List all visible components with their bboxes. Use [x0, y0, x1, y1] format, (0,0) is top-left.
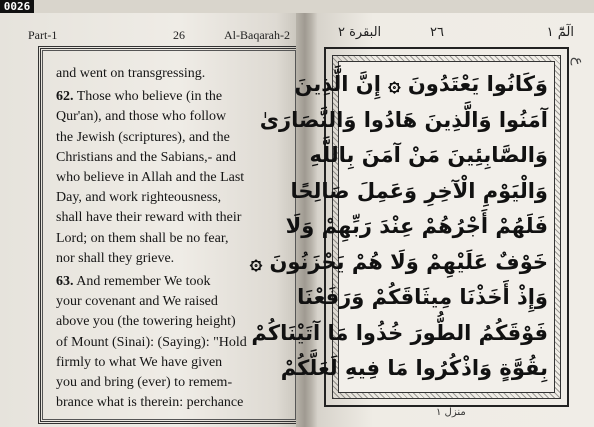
translation-line	[56, 229, 282, 249]
arabic-line: وَكَانُوا يَعْتَدُونَ ۞ إِنَّ الَّذِينَ	[294, 72, 548, 96]
arabic-line: وَالْيَوْمِ الْآخِرِ وَعَمِلَ صَالِحًا	[290, 178, 548, 203]
arabic-header	[338, 25, 574, 45]
left-header	[28, 28, 290, 44]
part-label: Part-1	[28, 28, 58, 42]
surah-label: Al-Baqarah-2	[224, 28, 290, 42]
translation-line-text: of Mount (Sinai): (Saying): "Hold	[56, 334, 247, 350]
verse-gap	[56, 269, 282, 272]
translation-line	[56, 312, 282, 332]
arabic-line: فَلَهُمْ أَجْرُهُمْ عِنْدَ رَبِّهِمْ وَلَا	[285, 214, 548, 238]
manzil-mark: منزل ١	[436, 407, 466, 418]
translation-line	[56, 292, 282, 312]
arabic-line: وَإِذْ أَخَذْنَا مِيثَاقَكُمْ وَرَفَعْنَا	[297, 285, 548, 309]
translation-line	[56, 333, 282, 353]
translation-line-text: shall have their reward with their	[56, 210, 242, 226]
arabic-frame	[249, 47, 569, 407]
arabic-line: بِقُوَّةٍ وَاذْكُرُوا مَا فِيهِ لَعَلَّكُمْ	[280, 356, 548, 380]
page-number: 26	[173, 28, 185, 42]
translation-line	[56, 393, 282, 413]
translation-line	[56, 373, 282, 393]
translation-line-text: the Jewish (scriptures), and the	[56, 129, 230, 145]
verse-gap	[56, 84, 282, 87]
page-tag: 0026	[0, 0, 34, 13]
left-page	[0, 13, 300, 427]
translation-line-text: firmly to what We have given	[56, 354, 223, 370]
translation-line	[56, 272, 282, 292]
translation-line-text: who believe in Allah and the Last	[56, 170, 245, 186]
translation-line-text: Those who believe (in the	[73, 89, 223, 105]
translation-line	[56, 168, 282, 188]
arabic-line: آمَنُوا وَالَّذِينَ هَادُوا وَالنَّصَارَىٰ	[259, 107, 548, 132]
arabic-juz-label: الٓمّٓ ١	[546, 25, 574, 40]
translation-line	[56, 249, 282, 269]
translation-line-text: brance what is therein: perchance	[56, 395, 244, 411]
translation-line	[56, 188, 282, 208]
ruku-mark: ع	[570, 57, 586, 66]
arabic-line: وَالصَّابِئِينَ مَنْ آمَنَ بِاللَّهِ	[309, 143, 548, 167]
translation-text	[56, 64, 282, 413]
arabic-line: خَوْفٌ عَلَيْهِمْ وَلَا هُمْ يَحْزَنُونَ ۞	[249, 249, 548, 274]
translation-line	[56, 64, 282, 84]
translation-line-text: Qur'an), and those who follow	[56, 109, 227, 125]
decorative-border	[249, 55, 561, 399]
arabic-text-panel	[249, 61, 555, 393]
arabic-line: فَوْقَكُمُ الطُّورَ خُذُوا مَا آتَيْنَاكُمْ	[251, 320, 548, 345]
verse-number: 63.	[56, 274, 74, 290]
translation-line	[56, 128, 282, 148]
translation-line	[56, 353, 282, 373]
translation-line-text: you and bring (ever) to remem-	[56, 375, 233, 391]
verse-number: 62.	[56, 89, 74, 105]
translation-line	[56, 208, 282, 228]
translation-line-text: your covenant and We raised	[56, 294, 218, 310]
translation-line	[56, 148, 282, 168]
translation-line	[56, 87, 282, 107]
translation-line-text: Christians and the Sabians,- and	[56, 149, 237, 165]
translation-line-text: Lord; on them shall be no fear,	[56, 230, 229, 246]
translation-line-text: And remember We took	[73, 274, 211, 290]
translation-line-text: nor shall they grieve.	[56, 250, 175, 266]
arabic-page-number: ٢٦	[430, 25, 444, 40]
translation-line-text: and went on transgressing.	[56, 66, 206, 81]
arabic-surah-label: البقرة ٢	[338, 25, 382, 40]
translation-frame	[38, 46, 300, 424]
translation-line	[56, 107, 282, 127]
translation-line-text: Day, and work righteousness,	[56, 190, 222, 206]
translation-line-text: above you (the towering height)	[56, 314, 236, 330]
